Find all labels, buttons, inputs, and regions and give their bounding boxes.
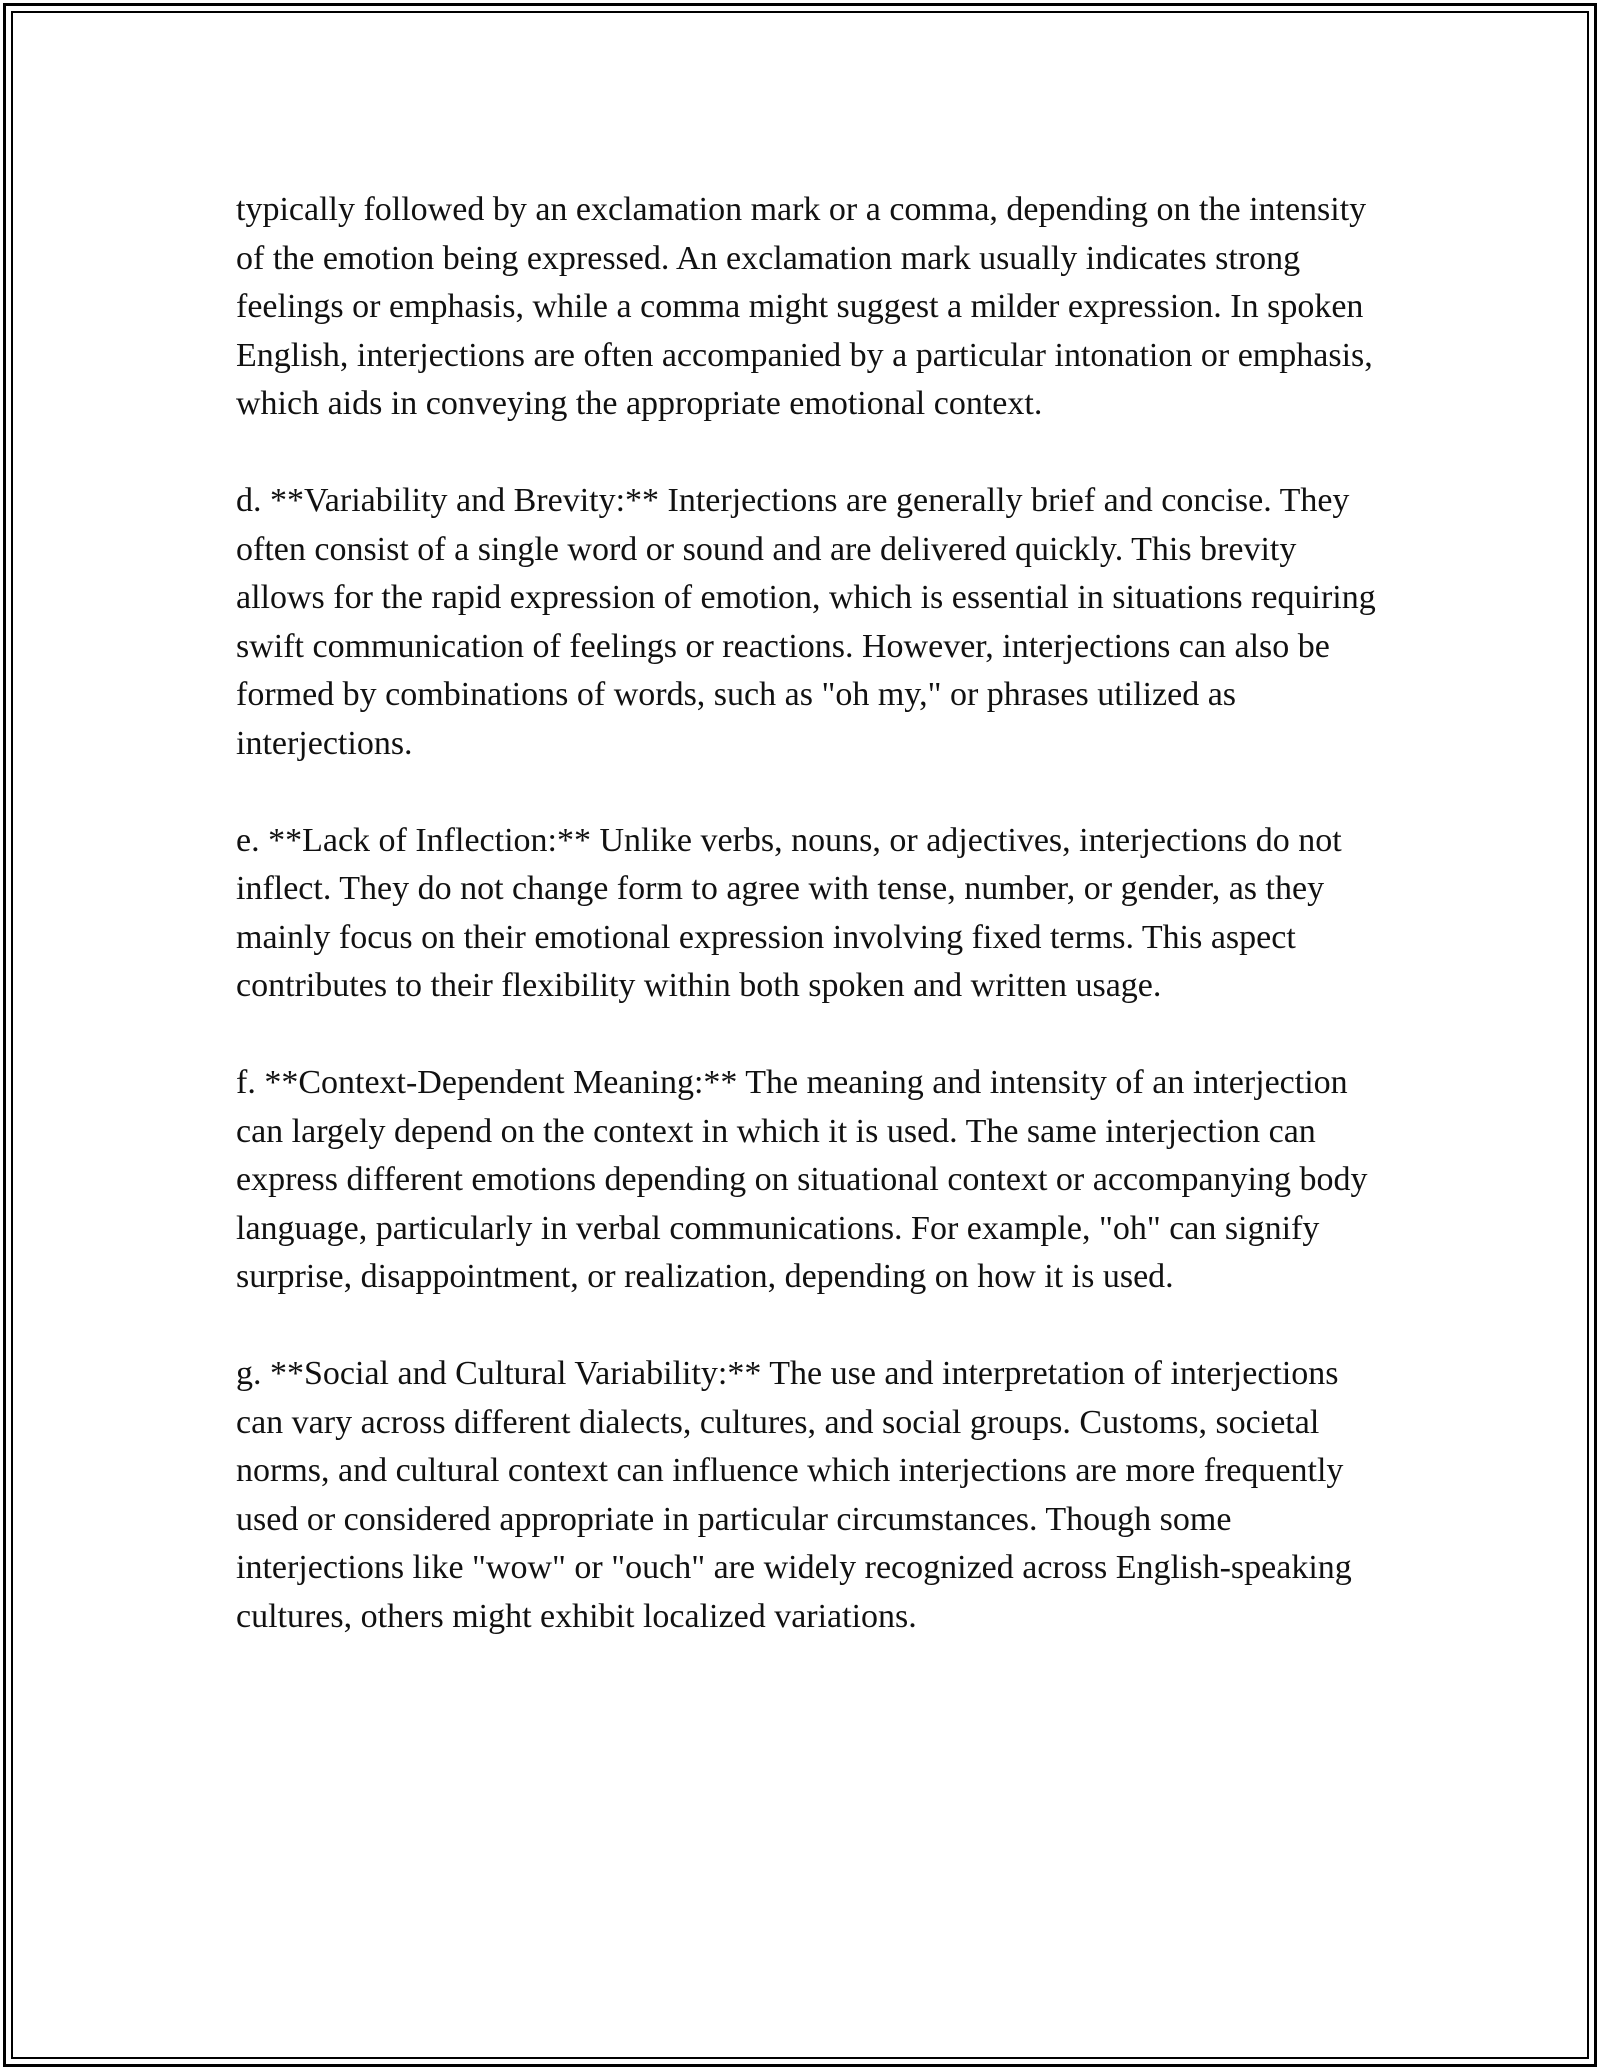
paragraph-g-social-and-cultural-variability: g. **Social and Cultural Variability:** The use and interpretation of interjections can vary across different dialects, cultures, and social groups. Customs, societal norms, and cultural context can influence which interjections are more frequently used or considered appropriate in particular circumstances. Though some interjections like "wow" or "ouch" are widely recognized across English-speaking cultures, others might exhibit localized variations. bbox=[236, 1355, 1352, 1635]
document-body bbox=[236, 186, 1376, 1690]
paragraph-e-lack-of-inflection: e. **Lack of Inflection:** Unlike verbs, nouns, or adjectives, interjections do not inflect. They do not change form to agree with tense, number, or gender, as they mainly focus on their emotional expression involving fixed terms. This aspect contributes to their flexibility within both spoken and written usage. bbox=[236, 821, 1342, 1004]
paragraph-c-continuation: typically followed by an exclamation mark or a comma, depending on the intensity of the emotion being expressed. An exclamation mark usually indicates strong feelings or emphasis, while a comma might suggest a milder expression. In spoken English, interjections are often accompanied by a particular intonation or emphasis, which aids in conveying the appropriate emotional context. bbox=[236, 191, 1373, 422]
paragraph-f-context-dependent-meaning: f. **Context-Dependent Meaning:** The meaning and intensity of an interjection can largely depend on the context in which it is used. The same interjection can express different emotions depending on situational context or accompanying body language, particularly in verbal communications. For example, "oh" can signify surprise, disappointment, or realization, depending on how it is used. bbox=[236, 1064, 1368, 1295]
paragraph-d-variability-and-brevity: d. **Variability and Brevity:** Interjections are generally brief and concise. They often consist of a single word or sound and are delivered quickly. This brevity allows for the rapid expression of emotion, which is essential in situations requiring swift communication of feelings or reactions. However, interjections can also be formed by combinations of words, such as "oh my," or phrases utilized as interjections. bbox=[236, 482, 1376, 762]
